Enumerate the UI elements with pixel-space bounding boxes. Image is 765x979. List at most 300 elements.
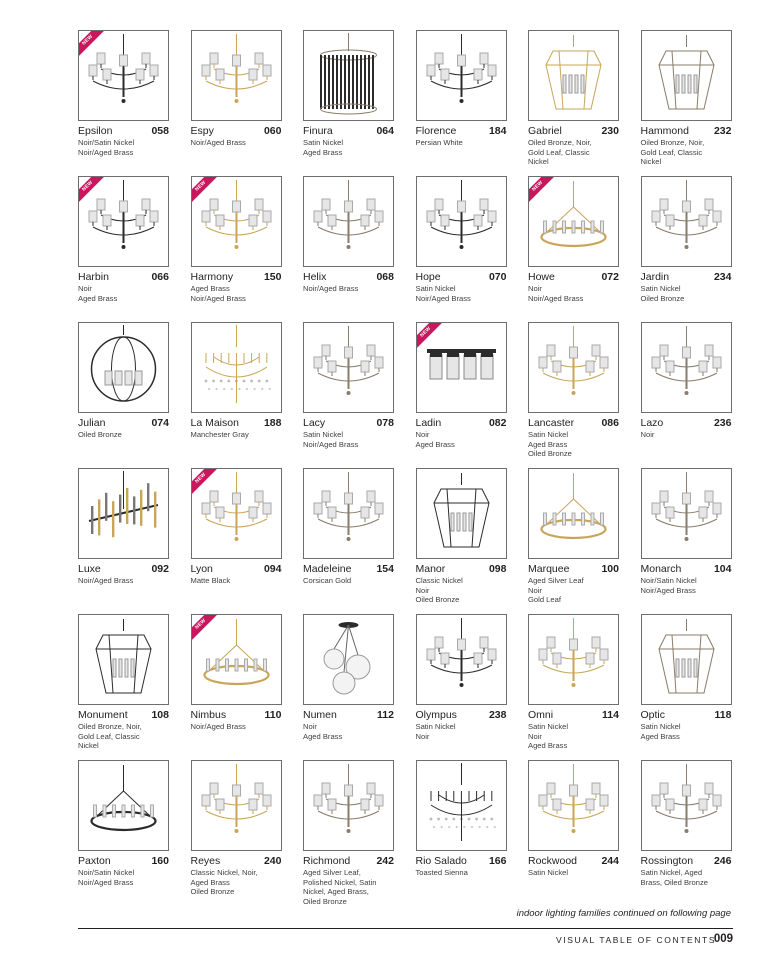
product-title-row [416, 271, 507, 283]
product-page-number: 072 [601, 271, 619, 283]
product-finishes [78, 722, 169, 751]
finish-line: Gold Leaf, Classic [640, 147, 703, 157]
chandelier-icon [304, 177, 393, 266]
finish-line: Noir/Aged Brass [78, 147, 134, 157]
product-name: Rockwood [528, 855, 578, 867]
product-card-rossington[interactable] [641, 760, 732, 906]
lantern-icon [642, 31, 731, 120]
product-name: Lyon [190, 563, 213, 575]
finish-line: Satin Nickel [640, 284, 681, 293]
product-thumbnail[interactable] [303, 614, 394, 705]
product-page-number: 184 [488, 125, 507, 137]
finish-line: Noir [528, 284, 542, 293]
product-name: Gabriel [528, 125, 562, 137]
chandelier-icon [642, 323, 731, 412]
product-page-number: 104 [713, 563, 732, 575]
product-card-numen[interactable] [303, 614, 394, 760]
product-name: La Maison [190, 417, 239, 429]
product-thumbnail[interactable] [303, 322, 394, 413]
finish-line: Oiled Bronze, Noir, [528, 138, 592, 147]
finish-line: Nickel, Aged Brass, [303, 887, 369, 896]
pendant-cluster-icon [304, 615, 393, 704]
finish-line: Nickel [640, 157, 662, 166]
footer-section-title: VISUAL TABLE OF CONTENTS [556, 935, 717, 945]
finish-line: Noir [78, 284, 92, 293]
product-title-row [528, 855, 619, 867]
chandelier-icon [79, 177, 168, 266]
product-card-marquee[interactable] [528, 468, 619, 614]
ring-chandelier-icon [529, 177, 618, 266]
product-name: Madeleine [303, 563, 352, 575]
product-page-number: 236 [713, 417, 732, 429]
product-name: Olympus [415, 709, 457, 721]
product-title-row [416, 563, 507, 575]
product-thumbnail[interactable] [191, 760, 282, 851]
finish-line: Nickel [528, 157, 549, 166]
product-name: Luxe [78, 563, 101, 575]
lantern-icon [529, 31, 618, 120]
lantern-icon [642, 615, 731, 704]
product-title-row [528, 709, 619, 721]
new-badge: NEW [191, 468, 220, 497]
product-thumbnail[interactable] [641, 468, 732, 559]
product-title-row [416, 855, 507, 867]
product-thumbnail[interactable] [641, 30, 732, 121]
product-thumbnail[interactable] [191, 614, 282, 705]
finish-line: Noir/Aged Brass [190, 722, 246, 731]
product-card-jardin[interactable] [641, 176, 732, 322]
product-title-row [641, 855, 732, 867]
product-card-la-maison[interactable] [191, 322, 282, 468]
new-badge: NEW [78, 30, 107, 59]
product-name: Howe [528, 271, 555, 283]
product-page-number: 092 [151, 563, 169, 575]
finish-line: Gold Leaf, Classic [528, 147, 590, 157]
product-name: Optic [640, 709, 666, 721]
product-card-reyes[interactable] [191, 760, 282, 906]
finish-line: Satin Nickel [640, 722, 681, 731]
product-card-optic[interactable] [641, 614, 732, 760]
product-title-row [641, 417, 732, 429]
product-card-nimbus[interactable] [191, 614, 282, 760]
product-page-number: 086 [601, 417, 619, 429]
product-card-gabriel[interactable] [528, 30, 619, 176]
chandelier-icon [417, 177, 506, 266]
finish-line: Oiled Bronze [415, 595, 460, 604]
product-title-row [528, 125, 619, 137]
product-finishes [528, 284, 619, 303]
product-title-row [303, 271, 394, 283]
product-thumbnail[interactable] [528, 30, 619, 121]
product-thumbnail[interactable] [303, 468, 394, 559]
product-thumbnail[interactable] [416, 614, 507, 705]
product-thumbnail[interactable] [641, 176, 732, 267]
product-card-olympus[interactable] [416, 614, 507, 760]
product-title-row [416, 125, 507, 137]
finish-line: Noir/Aged Brass [528, 293, 584, 303]
finish-line: Nickel [78, 741, 99, 750]
product-title-row [78, 709, 169, 721]
product-title-row [191, 125, 282, 137]
product-title-row [641, 271, 732, 283]
product-card-helix[interactable] [303, 176, 394, 322]
product-title-row [641, 563, 732, 575]
product-page-number: 242 [376, 855, 394, 867]
product-page-number: 166 [488, 855, 507, 867]
product-name: Rossington [640, 855, 694, 867]
product-page-number: 094 [263, 563, 282, 575]
finish-line: Classic Nickel [415, 576, 463, 585]
product-title-row [416, 417, 507, 429]
product-name: Marquee [528, 563, 570, 575]
product-card-madeleine[interactable] [303, 468, 394, 614]
product-title-row [78, 271, 169, 283]
footer-page-number: 009 [713, 933, 733, 945]
product-card-monument[interactable] [78, 614, 169, 760]
product-card-omni[interactable] [528, 614, 619, 760]
product-page-number: 230 [601, 125, 619, 137]
finish-line: Toasted Sienna [415, 868, 468, 877]
orb-chandelier-icon [79, 323, 168, 412]
product-thumbnail[interactable] [528, 176, 619, 267]
product-page-number: 070 [488, 271, 507, 283]
product-card-paxton[interactable] [78, 760, 169, 906]
product-card-harmony[interactable] [191, 176, 282, 322]
finish-line: Classic Nickel, Noir, [190, 868, 258, 877]
product-page-number: 112 [377, 709, 394, 721]
chandelier-icon [304, 469, 393, 558]
finish-line: Oiled Bronze [640, 293, 685, 303]
product-card-lacy[interactable] [303, 322, 394, 468]
finish-line: Noir/Aged Brass [190, 138, 246, 147]
product-name: Julian [78, 417, 106, 429]
finish-line: Noir/Aged Brass [640, 585, 696, 595]
finish-line: Gold Leaf, Classic [78, 731, 140, 741]
product-page-number: 100 [601, 563, 619, 575]
finish-line: Oiled Bronze, Noir, [78, 722, 142, 731]
product-name: Jardin [640, 271, 670, 283]
product-page-number: 098 [488, 563, 507, 575]
finish-line: Aged Brass [303, 147, 343, 157]
product-card-florence[interactable] [416, 30, 507, 176]
product-page-number: 082 [488, 417, 507, 429]
product-page-number: 234 [713, 271, 732, 283]
product-card-harbin[interactable] [78, 176, 169, 322]
finish-line: Noir [415, 430, 430, 439]
product-page-number: 238 [488, 709, 507, 721]
crystal-chandelier-icon [192, 323, 281, 412]
new-badge: NEW [416, 322, 445, 351]
product-name: Richmond [303, 855, 351, 867]
product-card-richmond[interactable] [303, 760, 394, 906]
product-title-row [191, 855, 282, 867]
chandelier-icon [417, 615, 506, 704]
finish-line: Satin Nickel [528, 868, 569, 877]
product-page-number: 160 [151, 855, 169, 867]
product-name: Nimbus [190, 709, 227, 721]
finish-line: Aged Brass [190, 284, 230, 293]
product-thumbnail[interactable] [641, 322, 732, 413]
product-name: Lacy [303, 417, 326, 429]
ring-chandelier-icon [192, 615, 281, 704]
product-thumbnail[interactable] [416, 760, 507, 851]
chandelier-icon [529, 761, 618, 850]
finish-line: Gold Leaf [528, 595, 561, 604]
product-card-hammond[interactable] [641, 30, 732, 176]
new-badge: NEW [78, 176, 107, 205]
finish-line: Satin Nickel [528, 722, 569, 731]
product-page-number: 068 [376, 271, 394, 283]
product-thumbnail[interactable] [191, 468, 282, 559]
new-badge: NEW [528, 176, 557, 205]
product-name: Epsilon [78, 125, 113, 137]
product-thumbnail[interactable] [191, 30, 282, 121]
product-card-manor[interactable] [416, 468, 507, 614]
finish-line: Satin Nickel [528, 430, 569, 439]
product-card-rio-salado[interactable] [416, 760, 507, 906]
product-finishes [303, 868, 394, 906]
chandelier-icon [304, 761, 393, 850]
chandelier-icon [529, 615, 618, 704]
product-thumbnail[interactable] [641, 760, 732, 851]
product-page-number: 110 [264, 709, 282, 721]
product-card-julian[interactable] [78, 322, 169, 468]
product-name: Finura [303, 125, 333, 137]
finish-line: Oiled Bronze [528, 449, 572, 458]
product-thumbnail[interactable] [416, 30, 507, 121]
product-finishes [78, 430, 169, 440]
finish-line: Oiled Bronze [190, 887, 235, 896]
finish-line: Satin Nickel, Aged [640, 868, 703, 877]
product-finishes [416, 576, 507, 605]
product-page-number: 114 [602, 709, 619, 721]
product-name: Omni [528, 709, 554, 721]
finish-line: Aged Silver Leaf, [303, 868, 361, 877]
vanity-light-icon [417, 323, 506, 412]
product-thumbnail[interactable] [78, 322, 169, 413]
finish-line: Satin Nickel [303, 138, 344, 147]
product-page-number: 078 [376, 417, 394, 429]
product-finishes [303, 576, 394, 586]
product-name: Monarch [640, 563, 682, 575]
product-title-row [191, 709, 282, 721]
chandelier-icon [417, 31, 506, 120]
finish-line: Polished Nickel, Satin [303, 877, 377, 887]
product-page-number: 058 [151, 125, 169, 137]
product-title-row [416, 709, 507, 721]
product-finishes [528, 138, 619, 167]
product-finishes [641, 722, 732, 741]
footer-rule [78, 928, 733, 929]
product-finishes [528, 868, 619, 878]
finish-line: Oiled Bronze [78, 430, 122, 439]
product-thumbnail[interactable] [528, 614, 619, 705]
product-title-row [303, 709, 394, 721]
finish-line: Satin Nickel [415, 284, 456, 293]
new-badge: NEW [191, 614, 220, 643]
product-title-row [528, 563, 619, 575]
product-card-lancaster[interactable] [528, 322, 619, 468]
product-thumbnail[interactable] [78, 176, 169, 267]
finish-line: Aged Silver Leaf [528, 576, 584, 585]
finish-line: Corsican Gold [303, 576, 352, 585]
product-card-ladin[interactable] [416, 322, 507, 468]
product-page-number: 232 [713, 125, 732, 137]
finish-line: Aged Brass [415, 439, 455, 449]
finish-line: Noir/Aged Brass [303, 439, 359, 449]
product-title-row [303, 563, 394, 575]
product-name: Helix [303, 271, 327, 283]
finish-line: Satin Nickel [303, 430, 344, 439]
chandelier-icon [192, 761, 281, 850]
product-title-row [191, 563, 282, 575]
new-badge: NEW [191, 176, 220, 205]
product-name: Espy [190, 125, 214, 137]
finish-line: Matte Black [190, 576, 231, 585]
product-name: Paxton [78, 855, 111, 867]
finish-line: Noir/Aged Brass [190, 293, 246, 303]
finish-line: Noir [528, 731, 542, 741]
product-name: Hammond [640, 125, 689, 137]
finish-line: Noir/Satin Nickel [78, 138, 135, 147]
product-card-hope[interactable] [416, 176, 507, 322]
chandelier-icon [192, 177, 281, 266]
product-title-row [641, 709, 732, 721]
product-title-row [191, 417, 282, 429]
product-thumbnail[interactable] [78, 30, 169, 121]
chandelier-icon [79, 31, 168, 120]
product-page-number: 060 [263, 125, 282, 137]
product-page-number: 150 [263, 271, 282, 283]
continued-note: indoor lighting families continued on following page [516, 908, 731, 919]
product-thumbnail[interactable] [416, 468, 507, 559]
product-name: Rio Salado [415, 855, 467, 867]
product-page-number: 188 [263, 417, 282, 429]
finish-line: Noir [415, 585, 430, 595]
product-title-row [191, 271, 282, 283]
finish-line: Brass, Oiled Bronze [640, 877, 709, 887]
product-title-row [528, 271, 619, 283]
finish-line: Oiled Bronze, Noir, [640, 138, 705, 147]
product-finishes [78, 576, 169, 586]
product-thumbnail[interactable] [416, 176, 507, 267]
product-thumbnail[interactable] [528, 322, 619, 413]
product-finishes [641, 284, 732, 303]
product-page-number: 064 [376, 125, 394, 137]
chandelier-icon [642, 469, 731, 558]
finish-line: Aged Brass [528, 741, 568, 750]
product-card-lyon[interactable] [191, 468, 282, 614]
product-name: Lazo [640, 417, 664, 429]
product-finishes [641, 138, 732, 167]
product-thumbnail[interactable] [528, 468, 619, 559]
product-page-number: 240 [263, 855, 282, 867]
finish-line: Noir [528, 585, 542, 595]
product-thumbnail[interactable] [416, 322, 507, 413]
product-finishes [191, 868, 282, 897]
product-card-epsilon[interactable] [78, 30, 169, 176]
product-card-monarch[interactable] [641, 468, 732, 614]
product-finishes [191, 722, 282, 732]
product-finishes [416, 722, 507, 741]
product-thumbnail[interactable] [78, 614, 169, 705]
product-card-espy[interactable] [191, 30, 282, 176]
product-name: Monument [78, 709, 128, 721]
product-name: Manor [415, 563, 446, 575]
product-title-row [528, 417, 619, 429]
finish-line: Manchester Gray [190, 430, 249, 439]
product-name: Florence [415, 125, 457, 137]
finish-line: Noir/Aged Brass [78, 576, 134, 585]
product-card-lazo[interactable] [641, 322, 732, 468]
product-finishes [641, 868, 732, 887]
product-page-number: 244 [601, 855, 619, 867]
product-card-finura[interactable] [303, 30, 394, 176]
finish-line: Aged Brass [640, 731, 680, 741]
lantern-icon [417, 469, 506, 558]
finish-line: Noir [640, 430, 655, 439]
product-name: Numen [303, 709, 337, 721]
product-page-number: 066 [151, 271, 169, 283]
product-finishes [191, 284, 282, 303]
product-finishes [528, 430, 619, 459]
product-thumbnail[interactable] [303, 176, 394, 267]
product-finishes [416, 138, 507, 148]
product-page-number: 246 [713, 855, 732, 867]
product-thumbnail[interactable] [303, 760, 394, 851]
chandelier-icon [192, 31, 281, 120]
product-card-luxe[interactable] [78, 468, 169, 614]
finish-line: Oiled Bronze [303, 896, 347, 906]
product-finishes [641, 430, 732, 440]
product-finishes [528, 722, 619, 751]
finish-line: Noir [415, 731, 430, 741]
product-card-howe[interactable] [528, 176, 619, 322]
product-card-rockwood[interactable] [528, 760, 619, 906]
product-finishes [78, 284, 169, 303]
product-thumbnail[interactable] [78, 468, 169, 559]
product-finishes [78, 138, 169, 157]
product-title-row [78, 125, 169, 137]
product-name: Ladin [415, 417, 442, 429]
product-thumbnail[interactable] [191, 322, 282, 413]
product-thumbnail[interactable] [303, 30, 394, 121]
product-title-row [303, 855, 394, 867]
chandelier-icon [529, 323, 618, 412]
finish-line: Satin Nickel [415, 722, 456, 731]
product-thumbnail[interactable] [78, 760, 169, 851]
product-finishes [416, 284, 507, 303]
product-finishes [416, 430, 507, 449]
product-thumbnail[interactable] [191, 176, 282, 267]
product-finishes [191, 430, 282, 440]
product-finishes [303, 138, 394, 157]
finish-line: Aged Brass [78, 293, 118, 303]
ring-chandelier-icon [79, 761, 168, 850]
finish-line: Aged Brass [190, 877, 230, 887]
product-name: Harmony [190, 271, 234, 283]
product-finishes [416, 868, 507, 878]
product-finishes [191, 138, 282, 148]
product-finishes [78, 868, 169, 887]
product-finishes [528, 576, 619, 605]
product-thumbnail[interactable] [528, 760, 619, 851]
product-thumbnail[interactable] [641, 614, 732, 705]
product-finishes [303, 284, 394, 294]
product-name: Reyes [190, 855, 221, 867]
chandelier-icon [192, 469, 281, 558]
finish-line: Aged Brass [303, 731, 343, 741]
